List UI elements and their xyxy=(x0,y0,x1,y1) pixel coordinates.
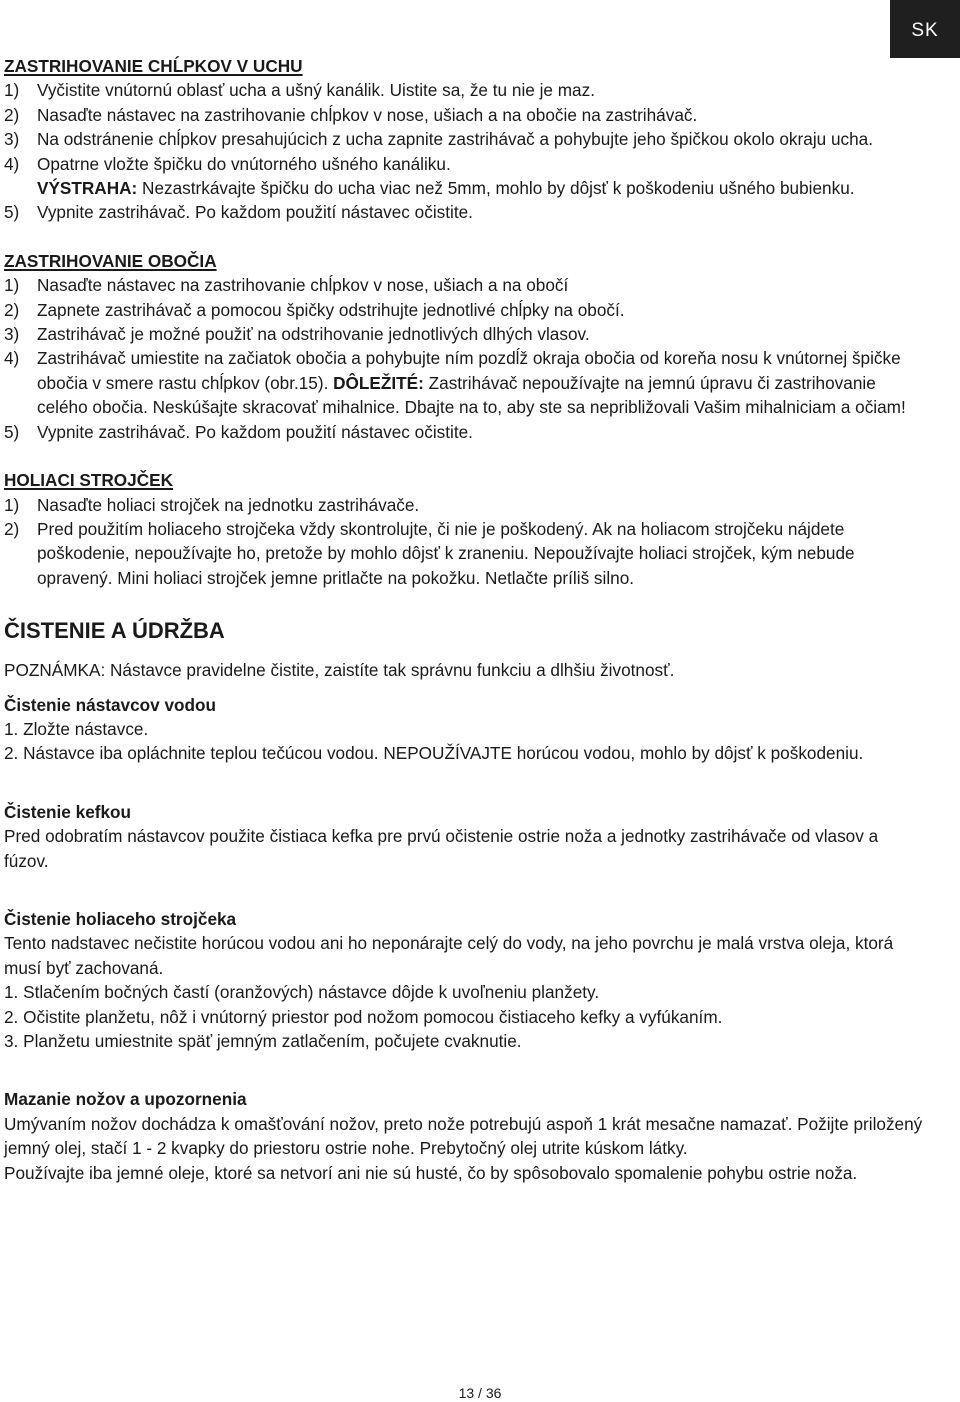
warning-label: VÝSTRAHA: xyxy=(37,178,138,199)
subsection-title-oiling: Mazanie nožov a upozornenia xyxy=(4,1089,247,1110)
paragraph: Pred odobratím nástavcov použite čistiaca kefka pre prvú očistenie ostrie noža a jednotky zastrihávače od vlasov a fúzov. xyxy=(4,826,879,871)
paragraph: 2. Očistite planžetu, nôž i vnútorný priestor pod nožom pomocou čistiaceho kefky a vyfúkaním. xyxy=(4,1006,723,1027)
paragraph: 1. Zložte nástavce. xyxy=(4,718,149,739)
list-item: 4) Opatrne vložte špičku do vnútorného ušného kanáliku. xyxy=(4,153,451,174)
language-tab: SK xyxy=(890,0,960,58)
list-item: 2) Pred použitím holiaceho strojčeka vždy skontrolujte, či nie je poškodený. Ak na holiacom strojčeku nájdete poškodenie, nepoužívajte ho, pretože by mohlo dôjsť k zraneniu. Nepoužívajte holiaci strojček, kým nebude opravený. Mini holiaci strojček jemne pritlačte na pokožku. Netlačte príliš silno. xyxy=(4,518,855,588)
list-item: 3) Zastrihávač je možné použiť na odstrihovanie jednotlivých dlhých vlasov. xyxy=(4,324,590,345)
list-item: 3) Na odstránenie chĺpkov presahujúcich z ucha zapnite zastrihávač a pohybujte jeho špičkou okolo okraju ucha. xyxy=(4,129,874,150)
paragraph: Umývaním nožov dochádza k omašťování nožov, preto nože potrebujú aspoň 1 krát mesačne namazať. Požijte priložený jemný olej, stačí 1 - 2 kvapky do priestoru ostrie nohe. Prebytočný olej utrite kúskom látky. xyxy=(4,1113,923,1159)
section-title-eyebrow: ZASTRIHOVANIE OBOČIA xyxy=(4,250,217,271)
eyebrow-steps xyxy=(4,273,924,444)
section-title-cleaning: ČISTENIE A ÚDRŽBA xyxy=(4,618,225,644)
warning-note: VÝSTRAHA: Nezastrkávajte špičku do ucha viac než 5mm, mohlo by dôjsť k poškodeniu ušného bubienku. xyxy=(37,178,855,199)
section-title-ear: ZASTRIHOVANIE CHĹPKOV V UCHU xyxy=(4,56,303,76)
cleaning-note: POZNÁMKA: Nástavce pravidelne čistite, zaistíte tak správnu funkciu a dlhšiu životnosť. xyxy=(4,660,675,681)
ear-steps xyxy=(4,78,924,224)
paragraph: 3. Planžetu umiestnite späť jemným zatlačením, počujete cvaknutie. xyxy=(4,1031,522,1051)
page-content xyxy=(4,54,924,1185)
paragraph: Používajte iba jemné oleje, ktoré sa netvorí ani nie sú husté, čo by spôsobovalo spomalenie pohybu ostrie noža. xyxy=(4,1162,858,1183)
subsection-title-shaver-cleaning: Čistenie holiaceho strojčeka xyxy=(4,908,237,929)
list-item: 1) Nasaďte nástavec na zastrihovanie chĺpkov v nose, ušiach a na obočí xyxy=(4,275,569,296)
page-number: 13 / 36 xyxy=(458,1385,502,1401)
subsection-title-water: Čistenie nástavcov vodou xyxy=(4,694,217,715)
paragraph: Tento nadstavec nečistite horúcou vodou ani ho neponárajte celý do vody, na jeho povrchu je malá vrstva oleja, ktorá musí byť zachovaná. xyxy=(4,933,894,978)
paragraph: 2. Nástavce iba opláchnite teplou tečúcou vodou. NEPOUŽÍVAJTE horúcou vodou, mohlo by dôjsť k poškodeniu. xyxy=(4,743,864,764)
list-item: 1) Nasaďte holiaci strojček na jednotku zastrihávače. xyxy=(4,494,420,515)
subsection-title-brush: Čistenie kefkou xyxy=(4,801,132,822)
section-title-shaver: HOLIACI STROJČEK xyxy=(4,470,174,491)
list-item: 5) Vypnite zastrihávač. Po každom použití nástavec očistite. xyxy=(4,202,473,223)
important-label: DÔLEŽITÉ: xyxy=(333,372,424,393)
list-item: 1) Vyčistite vnútornú oblasť ucha a ušný kanálik. Uistite sa, že tu nie je maz. xyxy=(4,80,595,101)
paragraph: 1. Stlačením bočných častí (oranžových) nástavce dôjde k uvoľneniu planžety. xyxy=(4,982,600,1003)
list-item: 5) Vypnite zastrihávač. Po každom použití nástavec očistite. xyxy=(4,421,473,442)
list-item: 2) Nasaďte nástavec na zastrihovanie chĺpkov v nose, ušiach a na obočie na zastrihávač. xyxy=(4,104,698,125)
list-item: 4) Zastrihávač umiestite na začiatok obočia a pohybujte ním pozdĺž okraja obočia od koreňa nosu k vnútornej špičke obočia v smere rastu chĺpkov (obr.15). DÔLEŽITÉ: Zastrihávač nepoužívajte na jemnú úpravu či zastrihovanie celého obočia. Neskúšajte skracovať mihalnice. Dbajte na to, aby ste sa nepribližovali Vašim mihalniciam a očiam! xyxy=(4,348,906,418)
list-item: 2) Zapnete zastrihávač a pomocou špičky odstrihujte jednotlivé chĺpky na obočí. xyxy=(4,299,625,320)
shaver-steps xyxy=(4,493,924,591)
